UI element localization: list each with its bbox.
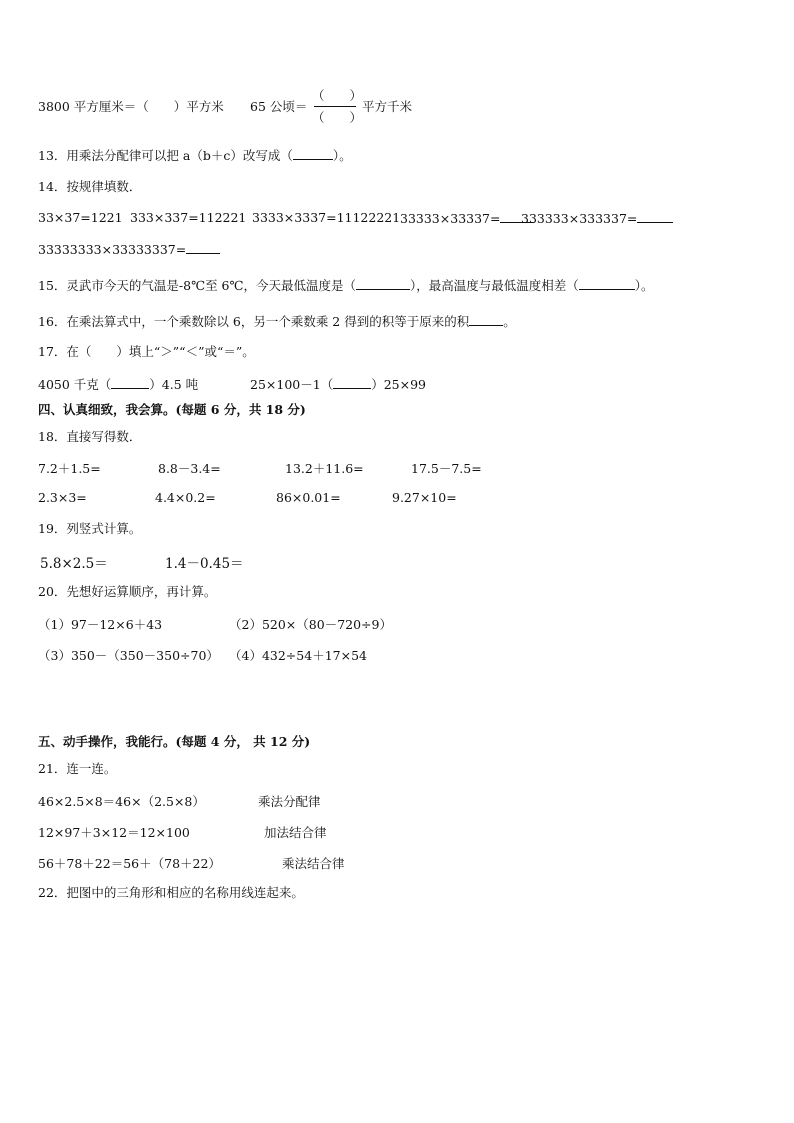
q13-answer-blank[interactable] xyxy=(293,147,333,160)
q12-line xyxy=(38,99,224,115)
q17-a xyxy=(38,375,198,393)
q12-part2: 65 公顷＝ xyxy=(250,99,308,114)
q20-p4: （4）432÷54＋17×54 xyxy=(229,648,367,663)
q20-p3: （3）350－（350－350÷70） xyxy=(38,648,219,663)
q17-blank-b[interactable] xyxy=(333,376,371,389)
q17-b xyxy=(250,375,426,393)
q18-r2-1: 4.4×0.2= xyxy=(155,490,216,505)
q18-title: 18．直接写得数． xyxy=(38,429,142,444)
q12-part3-line xyxy=(362,99,412,115)
q14-r1c: 3333×3337=11122221 xyxy=(252,210,401,225)
q19-b: 1.4－0.45＝ xyxy=(165,556,244,572)
q22-title: 22．把图中的三角形和相应的名称用线连起来。 xyxy=(38,885,304,900)
q17-b-before: 25×100－1（ xyxy=(250,377,334,392)
q18-r1-3: 17.5－7.5= xyxy=(411,461,482,476)
q21-left-1[interactable]: 12×97＋3×12＝12×100 xyxy=(38,825,190,840)
q18-r2-0: 2.3×3= xyxy=(38,490,87,505)
q12-part2-line xyxy=(250,99,307,115)
q19-a: 5.8×2.5＝ xyxy=(40,556,108,572)
q21-right-1[interactable]: 加法结合律 xyxy=(264,825,327,840)
q20-p1: （1）97－12×6＋43 xyxy=(38,617,163,632)
q14-r1d-wrap xyxy=(400,210,534,226)
q12-fraction xyxy=(312,87,363,127)
section5-title: 五、动手操作，我能行。(每题 4 分， 共 12 分) xyxy=(38,734,311,749)
q16-blank[interactable] xyxy=(469,313,503,326)
q13-text: 13．用乘法分配律可以把 a（b＋c）改写成（ xyxy=(38,148,293,163)
q16-line xyxy=(38,313,516,330)
q15-after: ）。 xyxy=(634,278,654,293)
q14-r1e-wrap xyxy=(521,210,673,226)
q16-text: 16．在乘法算式中，一个乘数除以 6，另一个乘数乘 2 得到的积等于原来的积 xyxy=(38,314,470,329)
q18-r2-2: 86×0.01= xyxy=(276,490,341,505)
q12-frac-top[interactable]: （ ） xyxy=(312,88,363,103)
q14-r1b: 333×337=112221 xyxy=(130,210,247,225)
q14-r1e: 333333×333337= xyxy=(521,211,638,226)
q14-r2a: 33333333×33333337= xyxy=(38,242,187,257)
q15-blank-low[interactable] xyxy=(356,277,410,290)
q12-frac-bottom[interactable]: （ ） xyxy=(312,110,363,125)
q14-r1d: 33333×33337= xyxy=(400,211,501,226)
q19-title: 19．列竖式计算。 xyxy=(38,521,142,536)
q20-p2: （2）520×（80－720÷9） xyxy=(229,617,392,632)
q15-blank-diff[interactable] xyxy=(579,277,635,290)
section4-title: 四、认真细致，我会算。(每题 6 分，共 18 分) xyxy=(38,402,306,417)
q17-a-after: ）4.5 吨 xyxy=(149,377,199,392)
q21-left-2[interactable]: 56＋78＋22＝56＋（78＋22） xyxy=(38,856,221,871)
q13-after: ）。 xyxy=(332,148,352,163)
q21-right-2[interactable]: 乘法结合律 xyxy=(282,856,345,871)
q12-part3: 平方千米 xyxy=(362,99,413,114)
q14-r1a: 33×37=1221 xyxy=(38,210,123,225)
fraction-bar xyxy=(314,106,356,107)
q13-line xyxy=(38,147,352,164)
q17-title: 17．在（ ）填上“＞”“＜”或“＝”。 xyxy=(38,344,255,359)
q21-title: 21．连一连。 xyxy=(38,761,117,776)
q14-title: 14．按规律填数． xyxy=(38,179,142,194)
q12-part1: 3800 平方厘米＝（ ）平方米 xyxy=(38,99,224,114)
q21-right-0[interactable]: 乘法分配律 xyxy=(258,794,321,809)
q20-title: 20．先想好运算顺序，再计算。 xyxy=(38,584,217,599)
q15-text: 15．灵武市今天的气温是-8℃至 6℃，今天最低温度是（ xyxy=(38,278,356,293)
q14-blank-2[interactable] xyxy=(637,210,673,223)
q15-middle: ），最高温度与最低温度相差（ xyxy=(409,278,579,293)
q14-r2a-wrap xyxy=(38,241,220,257)
q18-r2-3: 9.27×10= xyxy=(392,490,457,505)
q15-line xyxy=(38,277,654,294)
q18-r1-2: 13.2＋11.6= xyxy=(285,461,364,476)
q17-a-before: 4050 千克（ xyxy=(38,377,112,392)
q18-r1-1: 8.8－3.4= xyxy=(158,461,221,476)
q16-after: 。 xyxy=(503,314,516,329)
q18-r1-0: 7.2＋1.5= xyxy=(38,461,101,476)
q17-b-after: ）25×99 xyxy=(371,377,426,392)
q21-left-0[interactable]: 46×2.5×8＝46×（2.5×8） xyxy=(38,794,205,809)
q17-blank-a[interactable] xyxy=(111,376,149,389)
q14-blank-3[interactable] xyxy=(186,241,220,254)
